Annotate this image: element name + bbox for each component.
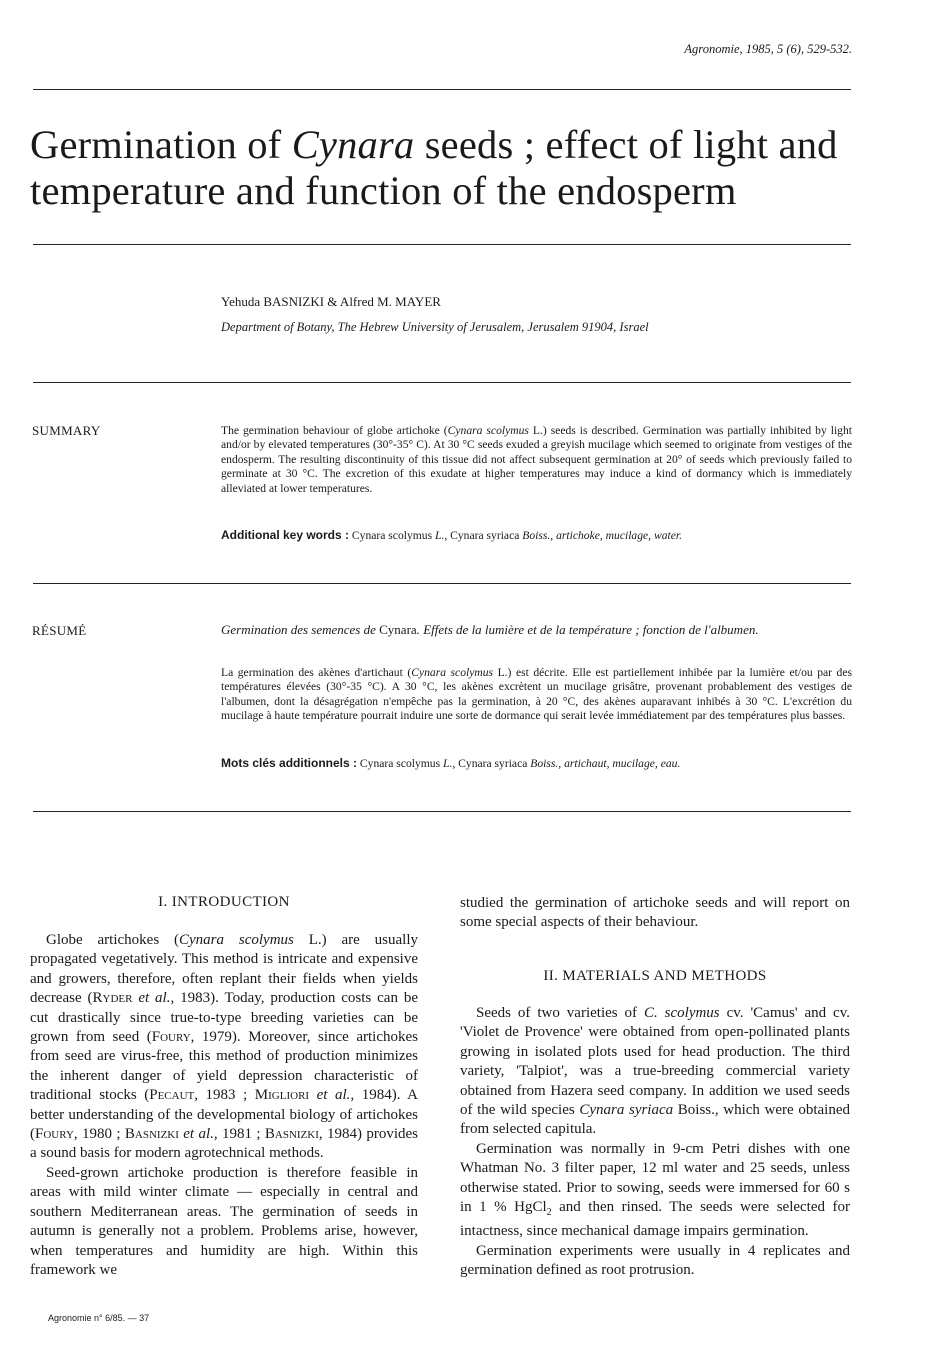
summary-species: Cynara scolymus — [447, 424, 529, 437]
resume-title-b: . Effets de la lumière et de la température ; fonction de l'albumen. — [416, 622, 759, 637]
resume-title-genus: Cynara — [379, 622, 417, 637]
intro-heading: I. INTRODUCTION — [158, 894, 290, 910]
summary-kw-4: Boiss., artichoke, mucilage, water. — [522, 529, 682, 542]
journal-citation: Agronomie, 1985, 5 (6), 529-532. — [684, 42, 852, 56]
methods-paragraph-1: Seeds of two varieties of C. scolymus cv. 'Camus' and cv. 'Violet de Provence' were obtained from open-pollinated plants growing in isolated plots used for head production. The third variety, 'Talpiot', was a true-breeding commercial variety obtained from Hazera seed company. In addition we used seeds of the wild species Cynara syriaca Boiss., which were obtained from selected capitula. — [460, 1005, 850, 1138]
title-genus: Cynara — [291, 122, 415, 167]
right-column-top — [460, 894, 850, 933]
resume-kw-4: Boiss., artichaut, mucilage, eau. — [530, 757, 681, 770]
resume-title-a: Germination des semences de — [221, 622, 380, 637]
resume-kw-3: Cynara syriaca — [455, 757, 531, 770]
methods-heading: II. MATERIALS AND METHODS — [543, 968, 767, 984]
resume-kw-2: L., — [443, 757, 456, 770]
resume-text — [221, 666, 852, 724]
resume-title — [221, 621, 852, 638]
resume-keywords-label: Mots clés additionnels : — [221, 756, 358, 770]
summary-keywords-label: Additional key words : — [221, 528, 350, 542]
resume-text-a: La germination des akènes d'artichaut ( — [221, 666, 412, 679]
rule-resume — [33, 811, 851, 812]
rule-summary — [33, 583, 851, 584]
intro-paragraph-2: Seed-grown artichoke production is therefore feasible in areas with mild winter climate — especially in central and southern Mediterranean areas. The germination of seeds in autumn is generally not a problem. Problems arise, however, when temperatures and humidity are high. Within this framework we — [30, 1164, 418, 1278]
intro-paragraph-1: Globe artichokes (Cynara scolymus L.) are usually propagated vegetatively. This method is intricate and expensive and growers, therefore, often replant their fields when yields decrease (Ryder et al., 1983). Today, production costs can be cut drastically since true-to-type breeding varieties can be grown from seed (Foury, 1979). Moreover, since artichokes from seed are virus-free, this method of production minimizes the inherent danger of yield depression characteristic of traditional stocks (Pecaut, 1983 ; Migliori et al., 1984). A better understanding of the developmental biology of artichokes (Foury, 1980 ; Basnizki et al., 1981 ; Basnizki, 1984) provides a sound basis for modern agrotechnical methods. — [30, 932, 419, 1162]
summary-text-b: L.) seeds is described. Germination was partially inhibited by light and/or by elevated temperatures (30°-35° C). At 30 °C seeds exuded a greyish mucilage which seemed to originate from vestiges of the endosperm. The resulting discontinuity of this tissue did not affect subsequent germination at 20° of seeds which previously failed to germinate at 30 °C. The excretion of this exudate at higher temperatures may induce a kind of dormancy which is immediately alleviated at lower temperatures. — [221, 424, 852, 495]
intro-continuation: studied the germination of artichoke seeds and will report on some special aspects of their behaviour. — [460, 895, 850, 931]
page-footer: Agronomie n° 6/85. — 37 — [48, 1313, 150, 1323]
authors: Yehuda BASNIZKI & Alfred M. MAYER — [221, 294, 441, 309]
intro-body — [30, 931, 418, 1280]
title-pre: Germination of — [30, 122, 292, 167]
summary-keywords — [221, 528, 682, 542]
summary-text — [221, 424, 852, 496]
methods-body — [460, 1004, 850, 1281]
summary-kw-2: L., — [435, 529, 448, 542]
summary-text-a: The germination behaviour of globe artichoke ( — [221, 424, 448, 437]
summary-kw-1: Cynara scolymus — [349, 529, 435, 542]
summary-label: SUMMARY — [32, 423, 101, 438]
methods-paragraph-2: Germination was normally in 9-cm Petri dishes with one Whatman No. 3 filter paper, 12 ml water and 25 seeds, unless otherwise stated. Prior to sowing, seeds were immersed for 60 s in 1 % HgCl$_2$ and then rinsed. The seeds were selected for intactness, since mechanical damage impairs germination. — [460, 1140, 850, 1240]
rule-authors — [33, 382, 851, 383]
resume-species: Cynara scolymus — [411, 666, 494, 679]
article-title — [30, 122, 870, 214]
resume-text-b: L.) est décrite. Elle est partiellement inhibée par la lumière et/ou par des températures élevées (30°-35 °C). A 30 °C, les akènes excrètent un mucilage grisâtre, provenant probablement des vestiges de l'albumen, dont la désagrégation n'empêche pas la germination, à 20 °C, des akènes auparavant inhibés à 30 °C. L'excrétion du mucilage à haute température pourrait induire une sorte de dormance qui serait levée immédiatement par des températures plus basses. — [221, 666, 852, 723]
summary-kw-3: Cynara syriaca — [447, 529, 523, 542]
resume-label: RÉSUMÉ — [32, 623, 87, 638]
methods-paragraph-3: Germination experiments were usually in 4 replicates and germination defined as root protrusion. — [460, 1242, 850, 1279]
rule-title — [33, 244, 851, 245]
affiliation: Department of Botany, The Hebrew University of Jerusalem, Jerusalem 91904, Israel — [221, 320, 649, 334]
resume-keywords — [221, 756, 680, 770]
title-post: seeds ; effect of light and temperature and function of the endosperm — [30, 122, 838, 213]
rule-top — [33, 89, 851, 90]
resume-kw-1: Cynara scolymus — [357, 757, 444, 770]
